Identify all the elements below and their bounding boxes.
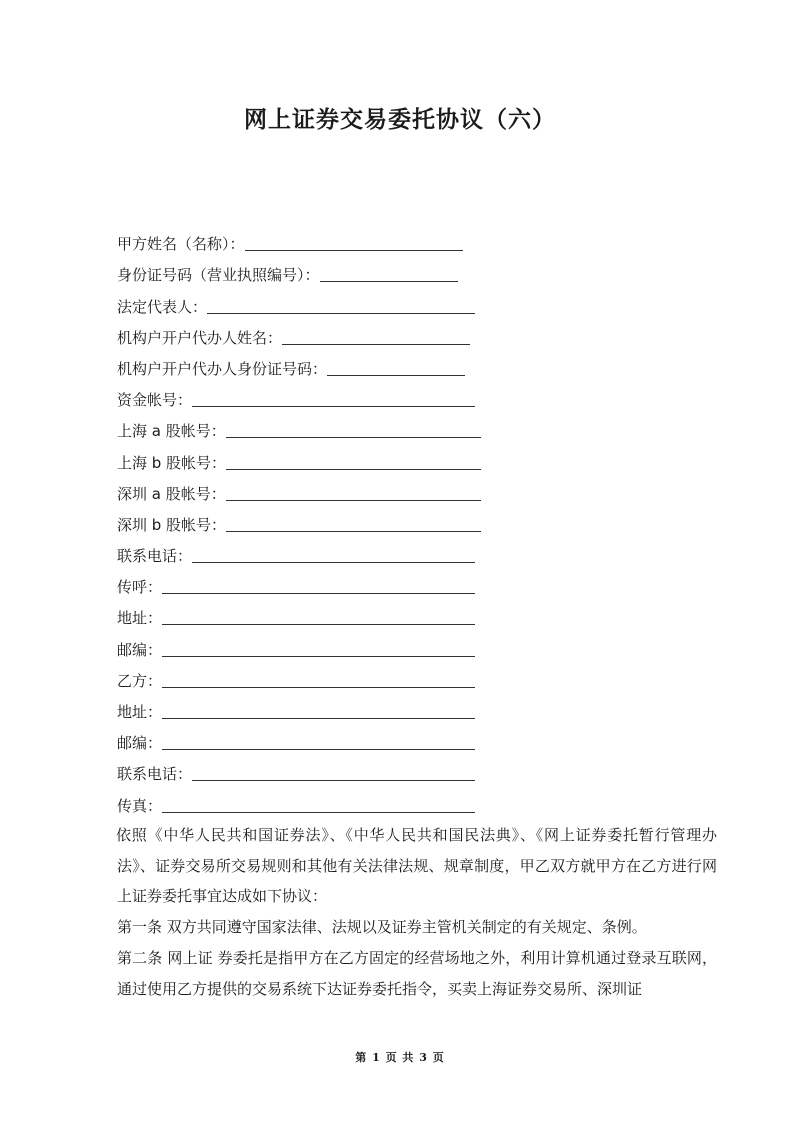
form-field (117, 257, 717, 288)
field-label: 地址： (117, 609, 163, 628)
field-label: 深圳 a 股帐号： (117, 484, 226, 503)
fill-in-line[interactable] (282, 326, 470, 345)
article-1: 第一条 双方共同遵守国家法律、法规以及证券主管机关制定的有关规定、条例。 (117, 918, 647, 936)
form-field (117, 538, 717, 569)
field-label: 上海 a 股帐号： (117, 422, 226, 441)
fill-in-line[interactable] (162, 700, 475, 719)
fill-in-line[interactable] (162, 731, 475, 750)
fill-in-line[interactable] (162, 606, 475, 625)
field-label: 邮编： (117, 640, 163, 659)
fill-in-line[interactable] (162, 575, 475, 594)
agreement-preamble: 依照《中华人民共和国证券法》、《中华人民共和国民法典》、《网上证券委托暂行管理办法》、证券交易所交易规则和其他有关法律法规、规章制度，甲乙双方就甲方在乙方进行网上证券委托事宜达成如下协议： (116, 826, 717, 905)
document-title: 网上证券交易委托协议（六） (244, 107, 556, 133)
fill-in-line[interactable] (207, 295, 475, 314)
fill-in-line[interactable] (226, 513, 481, 532)
fill-in-line[interactable] (192, 762, 475, 781)
fill-in-line[interactable] (320, 263, 458, 282)
form-field (117, 507, 717, 538)
field-label: 法定代表人： (117, 297, 208, 316)
field-label: 甲方姓名（名称）： (117, 235, 245, 254)
form-field (117, 694, 717, 725)
form-field (117, 444, 717, 475)
form-field (117, 756, 717, 787)
fill-in-line[interactable] (162, 669, 475, 688)
fill-in-line[interactable] (226, 419, 481, 438)
form-field (117, 725, 717, 756)
fill-in-line[interactable] (192, 544, 475, 563)
field-label: 乙方： (117, 671, 163, 690)
field-label: 深圳 b 股帐号： (117, 515, 227, 534)
fill-in-line[interactable] (226, 451, 481, 470)
field-label: 传呼： (117, 578, 163, 597)
party-info-form (117, 226, 717, 819)
field-label: 联系电话： (117, 765, 193, 784)
fill-in-line[interactable] (327, 357, 465, 376)
field-label: 联系电话： (117, 547, 193, 566)
field-label: 上海 b 股帐号： (117, 453, 227, 472)
field-label: 资金帐号： (117, 391, 193, 410)
field-label: 身份证号码（营业执照编号）： (117, 266, 320, 285)
field-label: 机构户开户代办人身份证号码： (117, 359, 328, 378)
form-field (117, 382, 717, 413)
form-field (117, 288, 717, 319)
page-number: 第 1 页 共 3 页 (355, 1051, 445, 1064)
form-field (117, 226, 717, 257)
form-field (117, 787, 717, 818)
fill-in-line[interactable] (245, 232, 463, 251)
field-label: 邮编： (117, 734, 163, 753)
field-label: 机构户开户代办人姓名： (117, 328, 283, 347)
form-field (117, 476, 717, 507)
form-field (117, 351, 717, 382)
fill-in-line[interactable] (192, 388, 475, 407)
article-2: 第二条 网上证 券委托是指甲方在乙方固定的经营场地之外，利用计算机通过登录互联网，通过使用乙方提供的交易系统下达证券委托指令，买卖上海证券交易所、深圳证 (117, 949, 717, 998)
form-field (117, 569, 717, 600)
form-field (117, 631, 717, 662)
form-field (117, 320, 717, 351)
form-field (117, 600, 717, 631)
fill-in-line[interactable] (162, 794, 475, 813)
field-label: 传真： (117, 796, 163, 815)
fill-in-line[interactable] (162, 638, 475, 657)
form-field (117, 663, 717, 694)
form-field (117, 413, 717, 444)
field-label: 地址： (117, 703, 163, 721)
fill-in-line[interactable] (226, 482, 481, 501)
